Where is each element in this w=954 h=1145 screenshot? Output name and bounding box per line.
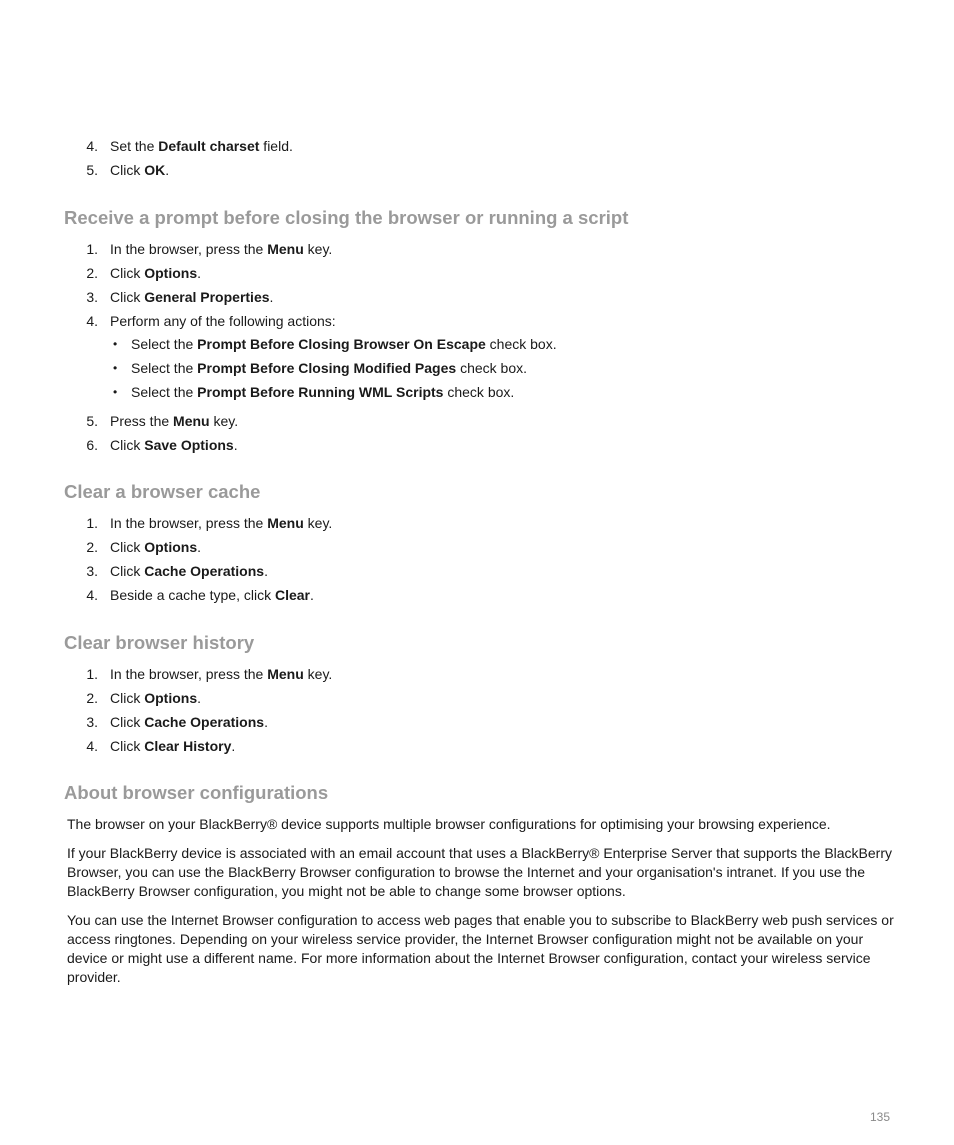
step-text: Press the Menu key. (110, 413, 239, 429)
substep-text: Select the Prompt Before Closing Modified Pages check box. (131, 360, 528, 376)
step-number: 4. (86, 313, 98, 329)
bullet-icon: • (113, 337, 118, 351)
section-heading-prompt: Receive a prompt before closing the browser or running a script (64, 207, 629, 228)
step-number: 5. (86, 162, 98, 178)
step-text: Beside a cache type, click Clear. (110, 587, 314, 603)
step-number: 4. (86, 587, 98, 603)
step-text: Click Options. (110, 265, 202, 281)
step-number: 1. (86, 515, 98, 531)
step-text: Perform any of the following actions: (110, 313, 336, 329)
about-paragraph-3: You can use the Internet Browser configuration to access web pages that enable you to subscribe to BlackBerry web push services or access ringtones. Depending on your wireless service provider, the Internet Browser configuration might not be available on your device or might use a different name. For more information about the Internet Browser configuration, contact your wireless service provider. (67, 912, 894, 985)
bullet-icon: • (113, 385, 118, 399)
step-text: In the browser, press the Menu key. (110, 515, 333, 531)
about-paragraph-2: If your BlackBerry device is associated with an email account that uses a BlackBerry® Enterprise Server that supports the BlackBerry Browser, you can use the BlackBerry Browser configuration to browse the Internet and your organisation's intranet. If you use the BlackBerry Browser configuration, you might not be able to change some browser options. (67, 845, 893, 899)
step-text: Click Cache Operations. (110, 714, 268, 730)
bullet-icon: • (113, 361, 118, 375)
section-heading-about: About browser configurations (64, 782, 329, 803)
step-text: In the browser, press the Menu key. (110, 666, 333, 682)
section-heading-history: Clear browser history (64, 632, 255, 653)
about-paragraph-1: The browser on your BlackBerry® device supports multiple browser configurations for optimising your browsing experience. (67, 816, 831, 832)
sub-list-item (0, 332, 900, 356)
section-heading-cache: Clear a browser cache (64, 481, 261, 502)
step-text: Click Options. (110, 690, 202, 706)
step-text: Click General Properties. (110, 289, 274, 305)
step-number: 4. (86, 138, 98, 154)
sub-list-item (0, 380, 900, 404)
step-number: 3. (86, 289, 98, 305)
substep-text: Select the Prompt Before Running WML Scripts check box. (131, 384, 515, 400)
step-text: In the browser, press the Menu key. (110, 241, 333, 257)
step-text: Click Clear History. (110, 738, 236, 754)
step-text: Click OK. (110, 162, 170, 178)
step-number: 5. (86, 413, 98, 429)
step-text: Set the Default charset field. (110, 138, 293, 154)
step-number: 4. (86, 738, 98, 754)
sub-list-item (0, 356, 900, 380)
step-text: Click Options. (110, 539, 202, 555)
step-text: Click Save Options. (110, 437, 238, 453)
step-text: Click Cache Operations. (110, 563, 268, 579)
step-number: 1. (86, 241, 98, 257)
step-number: 3. (86, 563, 98, 579)
step-number: 2. (86, 539, 98, 555)
prompt-substep-list (0, 332, 900, 404)
step-number: 3. (86, 714, 98, 730)
page-number: 135 (869, 1110, 890, 1124)
step-number: 2. (86, 690, 98, 706)
substep-text: Select the Prompt Before Closing Browser On Escape check box. (131, 336, 557, 352)
step-number: 6. (86, 437, 98, 453)
step-number: 2. (86, 265, 98, 281)
step-number: 1. (86, 666, 98, 682)
